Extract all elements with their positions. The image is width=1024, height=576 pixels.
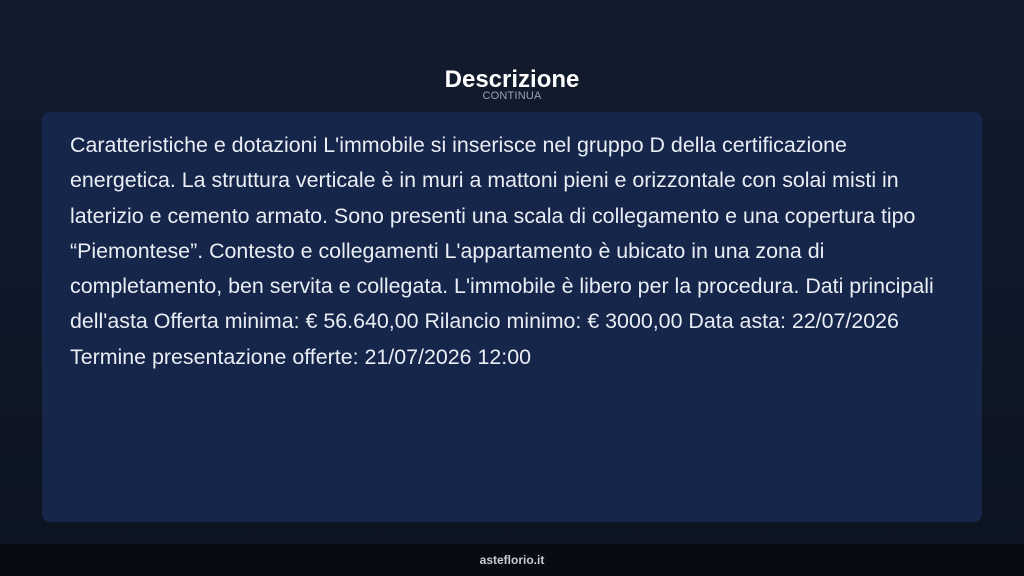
description-card <box>42 112 982 522</box>
footer-domain: asteflorio.it <box>479 553 545 567</box>
continue-link[interactable]: CONTINUA <box>482 90 542 102</box>
page-title: Descrizione <box>444 66 580 94</box>
description-text: Caratteristiche e dotazioni L'immobile si inserisce nel gruppo D della certificazione energetica. La struttura verticale è in muri a mattoni pieni e orizzontale con solai misti in laterizio e cemento armato. Sono presenti una scala di collegamento e una copertura tipo “Piemontese”. Contesto e collegamenti L'appartamento è ubicato in una zona di completamento, ben servita e collegata. L'immobile è libero per la procedura. Dati principali dell'asta Offerta minima: € 56.640,00 Rilancio minimo: € 3000,00 Data asta: 22/07/2026 Termine presentazione offerte: 21/07/2026 12:00 <box>70 133 934 369</box>
footer-bar <box>0 544 1024 576</box>
